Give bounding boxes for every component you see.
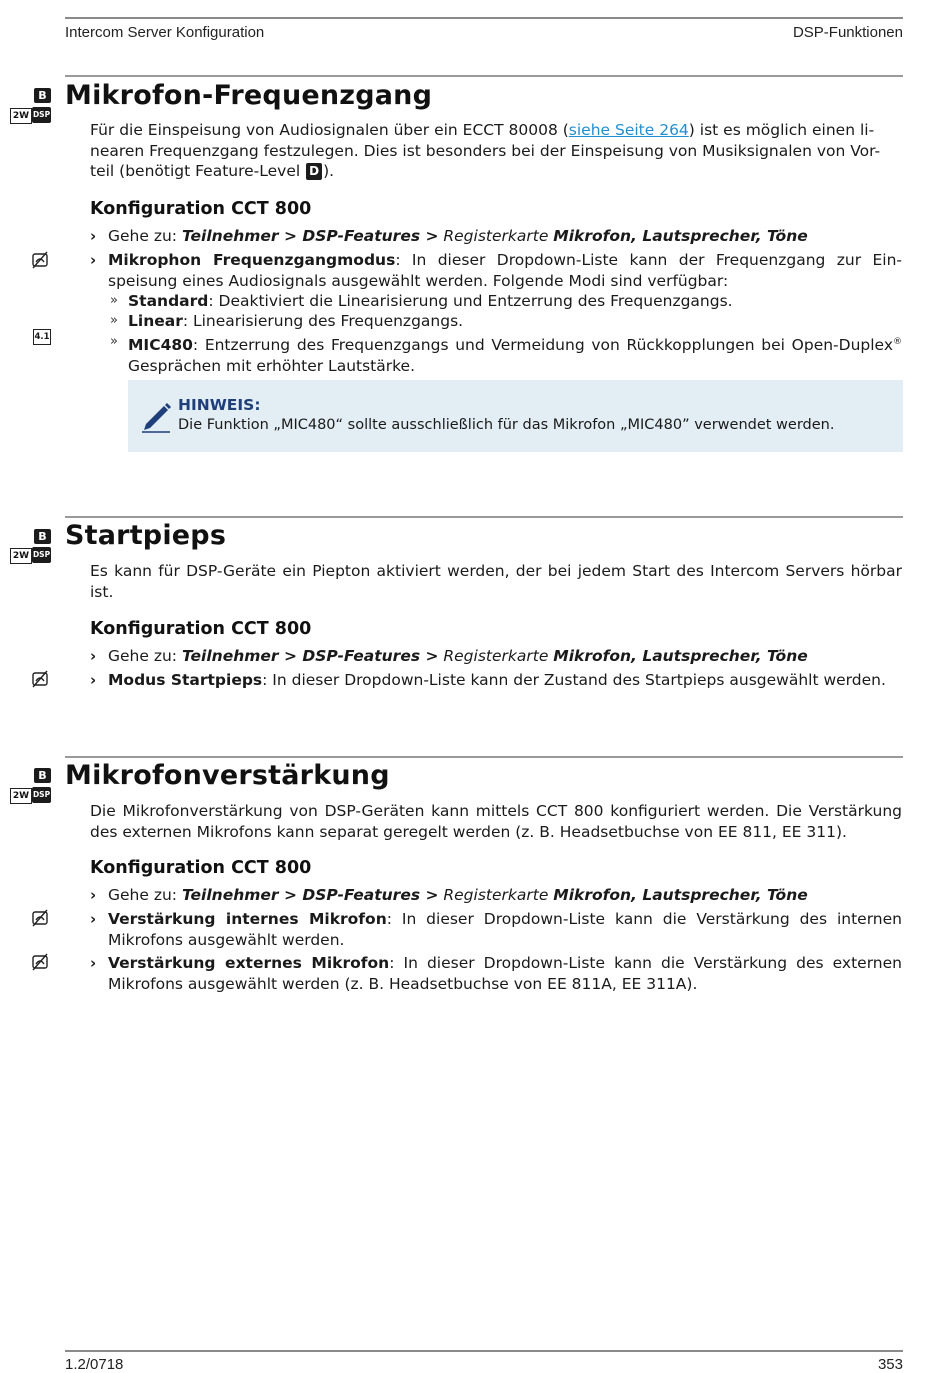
- goto-tab: Mikrofon, Lautsprecher, Töne: [553, 886, 808, 904]
- chevron-outline-icon: »: [110, 313, 118, 328]
- mode-label: Linear: [128, 312, 183, 330]
- mode-text: Gesprächen mit erhöhter Lautstärke.: [128, 356, 415, 375]
- handset-crossed-icon: [31, 251, 49, 269]
- item-text: : In dieser Dropdown-Liste kann der Frequenzgang zur Ein-speisung eines Audiosignals ausgewählt werden. Folgende Modi sind verfügbar:: [108, 251, 903, 290]
- goto-tab: Mikrofon, Lautsprecher, Töne: [553, 647, 808, 665]
- 2w-badge: 2W: [10, 108, 32, 124]
- config-heading: Konfiguration CCT 800: [90, 199, 312, 219]
- goto-prefix: Gehe zu:: [108, 647, 182, 665]
- config-heading: Konfiguration CCT 800: [90, 858, 312, 878]
- mode-text: : Entzerrung des Frequenzgangs und Vermeidung von Rückkopplungen bei Open-Duplex: [192, 336, 893, 355]
- intro-text: nearen Frequenzgang festzulegen. Dies ist besonders bei der Einspeisung von Musiksignalen von Vor-: [90, 141, 881, 160]
- goto-prefix: Gehe zu:: [108, 227, 182, 245]
- note-title: HINWEIS:: [178, 396, 261, 414]
- dsp-badge: DSP: [32, 107, 51, 123]
- section-rule: [65, 756, 903, 758]
- level-b-badge: B: [34, 88, 51, 103]
- goto-reg: Registerkarte: [438, 886, 554, 904]
- section-intro: Die Mikrofonverstärkung von DSP-Geräten kann mittels CCT 800 konfiguriert werden. Die Verstärkung des externen Mikrofons kann separat geregelt werden (z. B. Headsetbuchse von EE 811, EE 311).: [90, 802, 902, 841]
- section-rule: [65, 516, 903, 518]
- goto-reg: Registerkarte: [438, 647, 554, 665]
- header-right: DSP-Funktionen: [792, 24, 903, 41]
- intro-text: Für die Einspeisung von Audiosignalen über ein ECCT 80008 (: [90, 121, 569, 139]
- goto-path: Teilnehmer > DSP-Features >: [181, 647, 439, 665]
- chevron-right-icon: ›: [90, 671, 97, 689]
- intro-text: ) ist es möglich einen li-: [688, 121, 875, 139]
- section-title: Mikrofonverstärkung: [65, 760, 390, 791]
- handset-crossed-icon: [31, 953, 49, 971]
- dsp-badge: DSP: [32, 547, 51, 563]
- handset-crossed-icon: [31, 670, 49, 688]
- version-41-badge: 4.1: [33, 329, 51, 345]
- mode-label: MIC480: [128, 336, 193, 355]
- external-mic-item: [90, 953, 902, 994]
- startpieps-item: [90, 670, 902, 691]
- chevron-outline-icon: »: [110, 334, 118, 349]
- page-link[interactable]: siehe Seite 264: [568, 121, 689, 139]
- mode-text: : Linearisierung des Frequenzgangs.: [182, 312, 464, 330]
- 2w-badge: 2W: [10, 788, 32, 804]
- note-box: [128, 380, 903, 452]
- item-label: Verstärkung externes Mikrofon: [108, 954, 390, 972]
- mode-standard: [110, 291, 902, 312]
- item-label: Modus Startpieps: [108, 671, 263, 689]
- goto-item: [90, 646, 902, 667]
- footer-rule: [65, 1350, 903, 1352]
- config-heading: Konfiguration CCT 800: [90, 619, 312, 639]
- chevron-right-icon: ›: [90, 647, 97, 665]
- header-rule: [65, 17, 903, 19]
- goto-item: [90, 885, 902, 906]
- intro-text: ).: [323, 162, 335, 180]
- chevron-right-icon: ›: [90, 227, 97, 245]
- section-intro: Es kann für DSP-Geräte ein Piepton aktiviert werden, der bei jedem Start des Intercom Servers hörbar ist.: [90, 562, 902, 601]
- chevron-right-icon: ›: [90, 251, 97, 269]
- feature-level-d-badge: D: [306, 163, 322, 180]
- item-label: Verstärkung internes Mikrofon: [108, 910, 387, 928]
- section-rule: [65, 75, 903, 77]
- section-intro: [90, 120, 902, 182]
- mode-label: Standard: [128, 292, 209, 310]
- note-text: Die Funktion „MIC480“ sollte ausschließlich für das Mikrofon „MIC480” verwendet werden.: [178, 417, 835, 433]
- level-b-badge: B: [34, 529, 51, 544]
- footer-version: 1.2/0718: [65, 1356, 124, 1373]
- chevron-outline-icon: »: [110, 293, 118, 308]
- dsp-badge: DSP: [32, 787, 51, 803]
- mode-linear: [110, 311, 902, 332]
- level-b-badge: B: [34, 768, 51, 783]
- section-title: Mikrofon-Frequenzgang: [65, 80, 433, 111]
- item-label: Mikrophon Frequenzgangmodus: [108, 251, 396, 269]
- goto-prefix: Gehe zu:: [108, 886, 182, 904]
- page-number: 353: [877, 1356, 903, 1373]
- 2w-badge: 2W: [10, 548, 32, 564]
- goto-path: Teilnehmer > DSP-Features >: [181, 886, 439, 904]
- item-text: : In dieser Dropdown-Liste kann die Verstärkung des externen Mikrofons ausgewählt werden (z. B. Headsetbuchse von EE 811A, EE 311A).: [108, 954, 902, 993]
- handset-crossed-icon: [31, 909, 49, 927]
- mode-mic480: [110, 332, 902, 376]
- chevron-right-icon: ›: [90, 954, 97, 972]
- item-text: : In dieser Dropdown-Liste kann die Verstärkung des internen Mikrofons ausgewählt werden.: [108, 910, 902, 949]
- header-left: Intercom Server Konfiguration: [65, 24, 265, 41]
- chevron-right-icon: ›: [90, 886, 97, 904]
- registered-mark: ®: [893, 337, 902, 347]
- pencil-icon: [140, 398, 172, 434]
- item-text: : In dieser Dropdown-Liste kann der Zustand des Startpieps ausgewählt werden.: [262, 671, 886, 689]
- goto-reg: Registerkarte: [438, 227, 554, 245]
- section-title: Startpieps: [65, 520, 227, 551]
- intro-text: teil (benötigt Feature-Level: [90, 162, 306, 180]
- mode-item: [90, 250, 902, 291]
- goto-item: [90, 226, 902, 247]
- goto-path: Teilnehmer > DSP-Features >: [181, 227, 439, 245]
- mode-text: : Deaktiviert die Linearisierung und Entzerrung des Frequenzgangs.: [208, 292, 733, 310]
- goto-tab: Mikrofon, Lautsprecher, Töne: [553, 227, 808, 245]
- internal-mic-item: [90, 909, 902, 950]
- chevron-right-icon: ›: [90, 910, 97, 928]
